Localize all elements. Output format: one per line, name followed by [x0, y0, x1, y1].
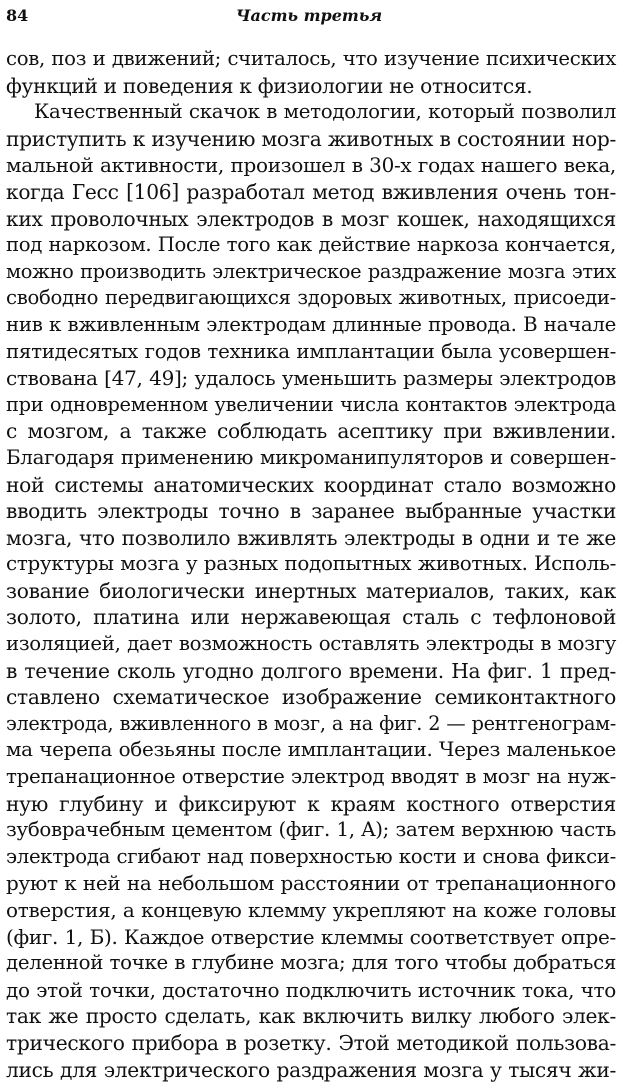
text-line: Качественный скачок в методологии, который позволил [34, 100, 616, 124]
text-line: ма черепа обезьяны после имплантации. Через маленькое [6, 738, 616, 762]
page-number: 84 [6, 6, 29, 25]
text-line: ставлено схематическое изображение семиконтактного [6, 685, 616, 710]
text-line: золото, платина или нержавеющая сталь с тефлоновой [6, 605, 616, 630]
text-line: можно производить электрическое раздражение мозга этих [6, 259, 616, 283]
text-line: при одновременном увеличении числа контактов электрода [6, 392, 616, 416]
text-line: вводить электроды точно в заранее выбранные участки [6, 499, 616, 524]
text-line: ной системы анатомических координат стало возможно [6, 472, 616, 497]
paragraph-methodology [6, 99, 616, 1083]
text-line: структуры мозга у разных подопытных животных. Исполь- [6, 552, 616, 576]
text-line: ствована [47, 49]; удалось уменьшить размеры электродов [6, 366, 616, 391]
text-line: ную глубину и фиксируют к краям костного отверстия [6, 791, 616, 816]
page-header [6, 4, 612, 28]
text-line: так же просто сделать, как включить вилку любого элек- [6, 1004, 616, 1029]
text-line: трического прибора в розетку. Этой методикой пользова- [6, 1030, 616, 1055]
text-line: деленной точке в глубине мозга; для того чтобы добраться [6, 951, 616, 975]
text-line: зование биологически инертных материалов, таких, как [6, 578, 616, 603]
text-line: Благодаря применению микроманипуляторов и совершен- [6, 445, 616, 469]
text-line: когда Гесс [106] разработал метод вживления очень тон- [6, 179, 616, 204]
text-line: пятидесятых годов техника имплантации была усовершен- [6, 339, 616, 363]
text-line: изоляцией, дает возможность оставлять электроды в мозгу [6, 632, 616, 656]
text-line: в течение сколь угодно долгого времени. На фиг. 1 пред- [6, 658, 616, 683]
paragraph-continuation [6, 46, 616, 99]
body-text [6, 46, 616, 1083]
text-line: электрода, вживленного в мозг, а на фиг. 2 — рентгенограм- [6, 711, 616, 735]
running-head: Часть третья [235, 6, 383, 25]
text-line: мальной активности, произошел в 30-х годах нашего века, [6, 153, 616, 178]
text-line: руют к ней на небольшом расстоянии от трепанационного [6, 871, 616, 896]
text-line: функций и поведения к физиологии не относится. [6, 73, 533, 98]
text-line: трепанационное отверстие электрод вводят в мозг на нуж- [6, 765, 616, 789]
text-line: электрода сгибают над поверхностью кости и снова фикси- [6, 844, 616, 868]
text-line: под наркозом. После того как действие наркоза кончается, [6, 233, 616, 257]
text-line: нив к вживленным электродам длинные провода. В начале [6, 312, 616, 336]
text-line: сов, поз и движений; считалось, что изучение психических [6, 47, 616, 70]
text-line: до этой точки, достаточно подключить источник тока, что [6, 977, 616, 1002]
text-line: (фиг. 1, Б). Каждое отверстие клеммы соответствует опре- [6, 924, 616, 949]
text-line: ких проволочных электродов в мозг кошек, находящихся [6, 206, 616, 231]
text-line: зубоврачебным цементом (фиг. 1, A); затем верхнюю часть [6, 818, 616, 842]
text-line: лись для электрического раздражения мозга у тысяч жи- [6, 1057, 616, 1082]
text-line: приступить к изучению мозга животных в состоянии нор- [6, 126, 616, 151]
text-line: мозга, что позволило вживлять электроды в одни и те же [6, 525, 616, 550]
text-line: свободно передвигающихся здоровых животных, присоеди- [6, 286, 616, 310]
text-line: отверстия, а концевую клемму укрепляют на коже головы [6, 898, 616, 922]
text-line: с мозгом, а также соблюдать асептику при вживлении. [6, 419, 616, 444]
